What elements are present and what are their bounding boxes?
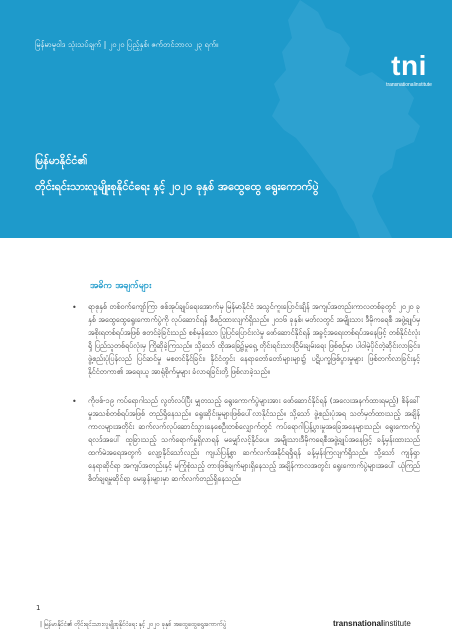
tni-logo (378, 52, 440, 88)
list-item (70, 300, 420, 378)
footer-brand-light: institute (383, 619, 411, 628)
page-number: 1 (36, 604, 41, 612)
title-line-1: မြန်မာနိုင်ငံ၏ (35, 154, 88, 167)
bullet-icon: • (72, 397, 77, 406)
header-banner (0, 0, 452, 238)
section-heading: အဓိက အချက်များ (90, 281, 152, 291)
bullet-icon: • (72, 303, 77, 312)
tni-logo-subtitle: transnationalinstitute (386, 82, 432, 88)
bullet-text: ရာစုနှစ် တစ်ဝက်ကျော်ကြာ စစ်အုပ်ချုပ်ရေးအောက်မှ မြန်မာနိုင်ငံ အသွင်ကူးပြောင်းချိန် အကျပ်အတည်းကာလတစ်ခုတွင် ၂၀၂၀ ခုနှစ် အထွေထွေရွေးကောက်ပွဲကို လုပ်ဆောင်ရန် စီစဉ်ထားလျက်ရှိသည်။ ၂၀၁၆ ခုနှစ်၊ မတ်လတွင် အမျိုးသား ဒီမိုကရေစီ အဖွဲ့ချုပ်မှ အစိုးရတစ်ရပ်အဖြစ် စတင်ခဲ့ခြင်းသည် စစ်မှန်သော ပြုပြင်ပြောင်းလဲမှု ဖော်ဆောင်နိုင်ရန် အခွင့်အရေးတစ်ရပ်အနေဖြင့် တစ်နိုင်ငံလုံးရှိ ပြည်သူတစ်ရပ်လုံးမှ ကြိုဆိုခဲ့ကြသည်။ သို့သော် ထိုအခြေ၌မှုရှေ့ တိုင်းရင်းသားငြိမ်းချမ်းရေး ဖြစ်စဉ်မှာ ပါဝါမဲ့ပိုင်တဲ့ဆိုင်းလာခြင်း၊ ဖွဲ့စည်းပုံပြန်လည် ပြင်ဆင်မှု မစတင်နိုင်ခြင်း၊ နိုင်ငံတွင်း နေရာတော်တော်များများ၌ ပဋိပက္ခဖြစ်ပွားမှုများ ဖြစ်တက်လာခြင်းနှင့် နိုင်ငံတကာ၏ အရေးယူ အာရုံစိုက်မှုများ ခံလာရခြင်းတို့ ဖြစ်လာခဲ့သည်။ (88, 302, 420, 376)
title-line-2: တိုင်းရင်းသားလူမျိုးစုနိုင်ငံရေး နှင့် ၂၀၂၀ ခုနှစ် အထွေထွေ ရွေးကောက်ပွဲ (35, 180, 319, 193)
footer-text: | မြန်မာနိုင်ငံ၏ တိုင်းရင်းသားလူမျိုးစုနိုင်ငံရေး နှင့် ၂၀၂၀ ခုနှစ် အထွေထွေရွေးကောက်ပွဲ (40, 621, 227, 628)
footer-brand-bold: transnational (333, 619, 384, 628)
tni-logo-mark: tni (391, 50, 427, 81)
bullet-text: ကိုဗစ်-၁၉ ကပ်ရောဂါသည် လွတ်လပ်ပြီး မျှတသည့် ရွေးကောက်ပွဲများအား ဖော်ဆောင်နိုင်ရန် (အလေးအနက်ထားရမည့်) စိန်ခေါ်မှုအသစ်တစ်ရပ်အဖြစ် တည်ရှိနေသည်။ ရွေးဆိုင်းမှုများဖြစ်ပေါ်လာနိုင်သည်။ သို့သော် ဖွဲ့စည်းပုံအရ သတ်မှတ်ထားသည့် အချိန်ကာလများအတိုင်း ဆက်လက်လုပ်ဆောင်သွားနေစေဦးတစ်လျှောက်တွင် ကပ်ရောဂါပြန့်ပွားမှုအခြေအနေများသည်၊ ရွေးကောက်ပွဲရလဒ်အပေါ် ထူခြားသည့် သက်ရောက်မှုရှိလာရန် မမျှော်လင့်နိုင်ပေ။ အမျိုးသားဒီမိုကရေစီအဖွဲ့ချုပ်အနေဖြင့် ခန့်မှန်းထားသည်ထက်မဲအရေအတွက် လျော့နိုင်သော်လည်း ကျယ်ပြန့်စွာ ဆက်လက်အနိုင်ရရှိရန် ခန့်မှန်းကြလျက်ရှိသည်။ သို့သော် ကျန်ရှာနေရာ‌ဆိုင်ရာ အကျပ်အတည်းနှင့် မကြုံစုံသည့် တားဖြစ်ချက်များရှိနေသည့် အချိန်ကာလအတွင်း ရွေးကောက်ပွဲများအပေါ် ယုံကြည်စိတ်ချရမှုဆိုင်ရာ မေးခွန်းများမှာ ဆက်လက်တည်ရှိနေသည်။ (88, 396, 420, 483)
briefing-line: မြန်မာမူဝါဒ သုံးသပ်ချက် | ၂၀၂၀ ပြည့်နှစ်၊ ဇက်တင်ဘာလ ၂၃ ရက်။ (35, 40, 219, 49)
list-item (70, 394, 420, 485)
footer-brand (333, 619, 411, 628)
myanmar-map-graphic (0, 0, 452, 238)
key-points-list (70, 300, 420, 501)
